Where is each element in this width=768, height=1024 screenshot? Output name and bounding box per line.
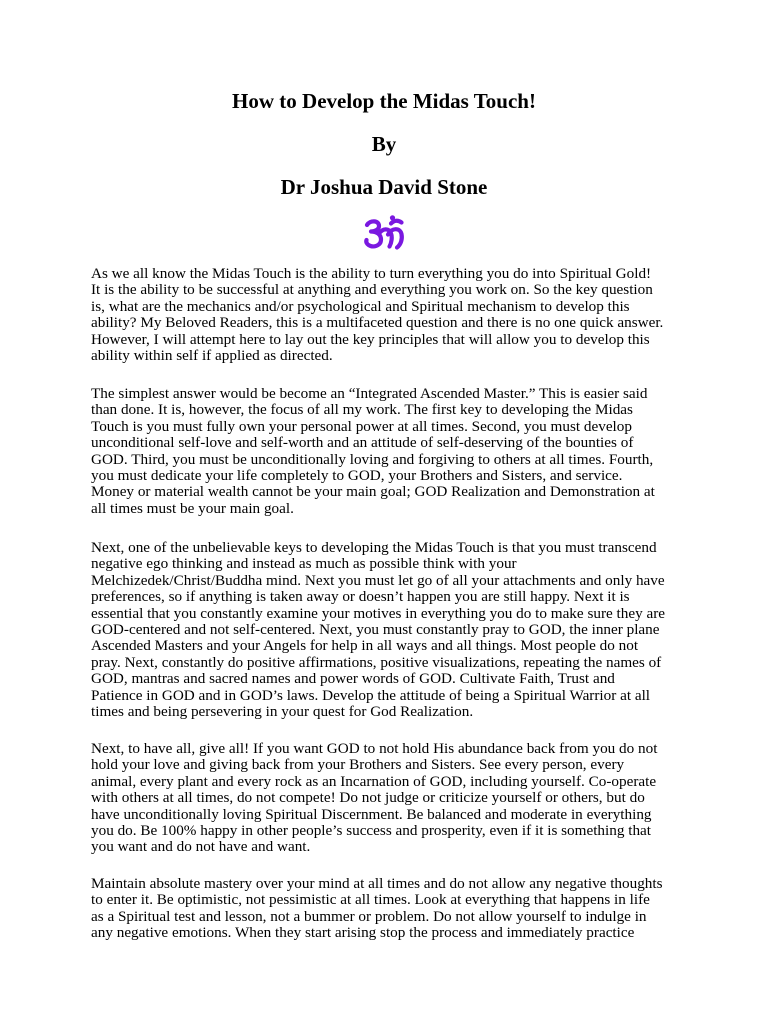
text-line: Maintain absolute mastery over your mind at all times and do not allow any negative thoughts: [91, 875, 663, 892]
text-line: ability within self if applied as directed.: [91, 347, 333, 365]
text-line: It is the ability to be successful at anything and everything you work on. So the key question: [91, 281, 653, 299]
text-line: GOD-centered and not self-centered. Next, you must constantly pray to GOD, the inner plane: [91, 621, 660, 639]
text-line: to enter it. Be optimistic, not pessimistic at all times. Look at everything that happens in life: [91, 891, 650, 909]
paragraph-5: [91, 876, 691, 942]
text-line: negative ego thinking and instead as much as possible think with your: [91, 555, 517, 573]
text-line: preferences, so if anything is taken away or doesn’t happen you are still happy. Next it is: [91, 588, 630, 606]
text-line: Ascended Masters and your Angels for help in all ways and all things. Most people do not: [91, 637, 639, 655]
text-line: Patience in GOD and in GOD’s laws. Develop the attitude of being a Spiritual Warrior at all: [91, 686, 651, 704]
text-line: animal, every plant and every rock as an Incarnation of GOD, including yourself. Co-operate: [91, 772, 657, 790]
text-line: any negative emotions. When they start arising stop the process and immediately practice: [91, 924, 635, 942]
text-line: essential that you constantly examine your motives in everything you do to make sure they are: [91, 604, 666, 622]
text-line: as a Spiritual test and lesson, not a bummer or problem. Do not allow yourself to indulge in: [91, 907, 647, 925]
text-line: The simplest answer would be become an “Integrated Ascended Master.” This is easier said: [91, 385, 648, 402]
text-line: ability? My Beloved Readers, this is a multifaceted question and there is no one quick answer.: [91, 314, 664, 332]
text-line: you must dedicate your life completely to GOD, your Brothers and Sisters, and service.: [91, 467, 623, 485]
paragraph-2: [91, 386, 691, 517]
text-line: all times must be your main goal.: [91, 499, 294, 517]
text-line: you do. Be 100% happy in other people’s success and prosperity, even if it is something that: [91, 822, 652, 840]
text-line: Next, to have all, give all! If you want GOD to not hold His abundance back from you do not: [91, 740, 658, 757]
text-line: However, I will attempt here to lay out the key principles that will allow you to develop this: [91, 330, 650, 348]
text-line: you want and do not have and want.: [91, 838, 311, 856]
author-name: Dr Joshua David Stone: [280, 175, 488, 199]
text-line: GOD, mantras and sacred names and power words of GOD. Cultivate Faith, Trust and: [91, 670, 615, 688]
text-line: have unconditionally loving Spiritual Discernment. Be balanced and moderate in everything: [91, 805, 652, 823]
text-line: than done. It is, however, the focus of all my work. The first key to developing the Midas: [91, 401, 633, 419]
byline: By: [371, 132, 397, 156]
text-line: is, what are the mechanics and/or psychological and Spiritual mechanism to develop this: [91, 297, 630, 315]
text-line: Melchizedek/Christ/Buddha mind. Next you must let go of all your attachments and only have: [91, 571, 665, 589]
text-line: GOD. Third, you must be unconditionally loving and forgiving to others at all times. Fourth,: [91, 450, 654, 468]
text-line: unconditional self-love and self-worth and an attitude of self-deserving of the bounties of: [91, 434, 634, 452]
text-line: pray. Next, constantly do positive affirmations, positive visualizations, repeating the names of: [91, 653, 662, 671]
paragraph-4: [91, 741, 691, 856]
text-line: As we all know the Midas Touch is the ability to turn everything you do into Spiritual Gold!: [91, 265, 652, 282]
paragraph-3: [91, 540, 691, 720]
text-line: Next, one of the unbelievable keys to developing the Midas Touch is that you must transcend: [91, 539, 657, 556]
text-line: Touch is you must fully own your personal power at all times. Second, you must develop: [91, 417, 632, 435]
text-line: with others at all times, do not compete! Do not judge or criticize yourself or others, but do: [91, 789, 645, 807]
text-line: times and being persevering in your quest for God Realization.: [91, 703, 474, 721]
text-line: hold your love and giving back from your Brothers and Sisters. See every person, every: [91, 756, 625, 774]
text-line: Money or material wealth cannot be your main goal; GOD Realization and Demonstration at: [91, 483, 655, 501]
document-title: How to Develop the Midas Touch!: [232, 89, 536, 113]
paragraph-1: [91, 266, 691, 364]
om-icon: [362, 215, 406, 251]
